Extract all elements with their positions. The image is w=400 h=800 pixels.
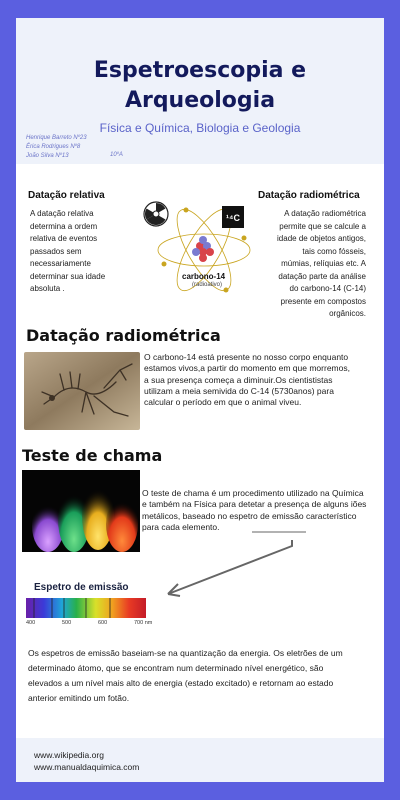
spectrum-heading: Espetro de emissão: [34, 582, 129, 593]
text-line: presente em compostos: [280, 296, 366, 306]
author: João Silva Nº13: [26, 153, 69, 159]
carbon14-label: carbono-14: [182, 272, 226, 281]
radiometrica-small-text: [252, 208, 366, 321]
page-title: [16, 56, 384, 116]
radiation-icon: [144, 202, 168, 226]
subtitle: Física e Química, Biologia e Geologia: [99, 121, 301, 135]
text-line: A datação radiométrica: [284, 209, 366, 218]
arrow-to-spectrum: [156, 526, 316, 598]
tick-label: 700 nm: [134, 620, 153, 626]
radiometrica-small-heading: Datação radiométrica: [258, 190, 360, 201]
text-line: idade de objetos antigos,: [277, 234, 366, 243]
text-line: e também na Física para detetar a presença de alguns iões: [142, 499, 367, 510]
text-line: tais como fósseis,: [302, 246, 366, 256]
text-line: elevados a um nível mais alto de energia (estado excitado) e retornam ao estado: [28, 678, 334, 688]
nucleus: [192, 236, 214, 262]
text-line: calcular o período em que o animal viveu.: [144, 397, 302, 408]
text-line: datação parte da análise: [278, 271, 366, 281]
carbon14-badge: [222, 206, 244, 228]
title-line-2: Arqueologia: [124, 88, 276, 113]
text-line: O teste de chama é um procedimento utilizado na Química: [142, 488, 364, 498]
tick-label: 500: [62, 620, 72, 626]
badge-text: ¹⁴C: [226, 213, 240, 223]
text-line: absoluta .: [30, 284, 65, 293]
grade: 10ºA: [110, 152, 123, 158]
tick-label: 400: [26, 620, 36, 626]
source-link[interactable]: www.wikipedia.org: [34, 750, 104, 760]
text-line: a sua presença começa a diminuir.Os cientististas: [144, 374, 333, 385]
footer: [16, 738, 384, 782]
text-line: necessariamente: [30, 259, 91, 268]
text-line: metálicos, baseado no espetro de emissão característico: [142, 510, 357, 521]
text-line: múmias, relíquias etc. A: [281, 259, 366, 268]
title-line-1: Espetroescopia e: [93, 58, 307, 83]
text-line: utilizam a meia semivida do C-14 (5730anos) para: [144, 385, 334, 396]
infographic-page: [16, 18, 384, 782]
carbon-atom-illustration: [134, 186, 264, 306]
relativa-text: [30, 208, 130, 296]
relativa-heading: Datação relativa: [28, 190, 105, 201]
text-line: determinado átomo, que se encontram num determinado nível energético, são: [28, 663, 324, 673]
text-line: orgânicos.: [329, 309, 366, 318]
header: [16, 18, 384, 164]
text-line: anterior emitindo um fotão.: [28, 693, 130, 703]
text-line: determina a ordem: [30, 221, 98, 231]
text-line: relativa de eventos: [30, 234, 98, 243]
text-line: do carbono-14 (C-14): [289, 284, 366, 293]
text-line: permite que se calcule a: [279, 221, 366, 231]
tick-label: 600: [98, 620, 108, 626]
text-line: estamos vivos,a partir do momento em que morremos,: [144, 363, 350, 374]
carbon14-sublabel: (radioativo): [192, 282, 223, 288]
text-line: A datação relativa: [30, 209, 94, 218]
radiometrica-text: [144, 352, 380, 408]
fossil-photo: [24, 352, 140, 430]
authors: [26, 134, 87, 161]
text-line: para cada elemento.: [142, 521, 220, 532]
text-line: passados sem: [30, 246, 82, 256]
radiometrica-heading: Datação radiométrica: [26, 326, 221, 345]
flame-test-photo: [22, 470, 140, 552]
text-line: determinar sua idade: [30, 271, 106, 281]
text-line: Os espetros de emissão baseiam-se na quantização da energia. Os eletrões de um: [28, 648, 343, 658]
author: Henrique Barreto Nº23: [26, 135, 87, 141]
text-line: O carbono-14 está presente no nosso corpo enquanto: [144, 352, 349, 362]
author: Érica Rodrigues Nº8: [26, 144, 81, 150]
source-link[interactable]: www.manualdaquimica.com: [34, 762, 140, 772]
espetro-text: [28, 646, 378, 706]
chama-heading: Teste de chama: [22, 446, 163, 465]
